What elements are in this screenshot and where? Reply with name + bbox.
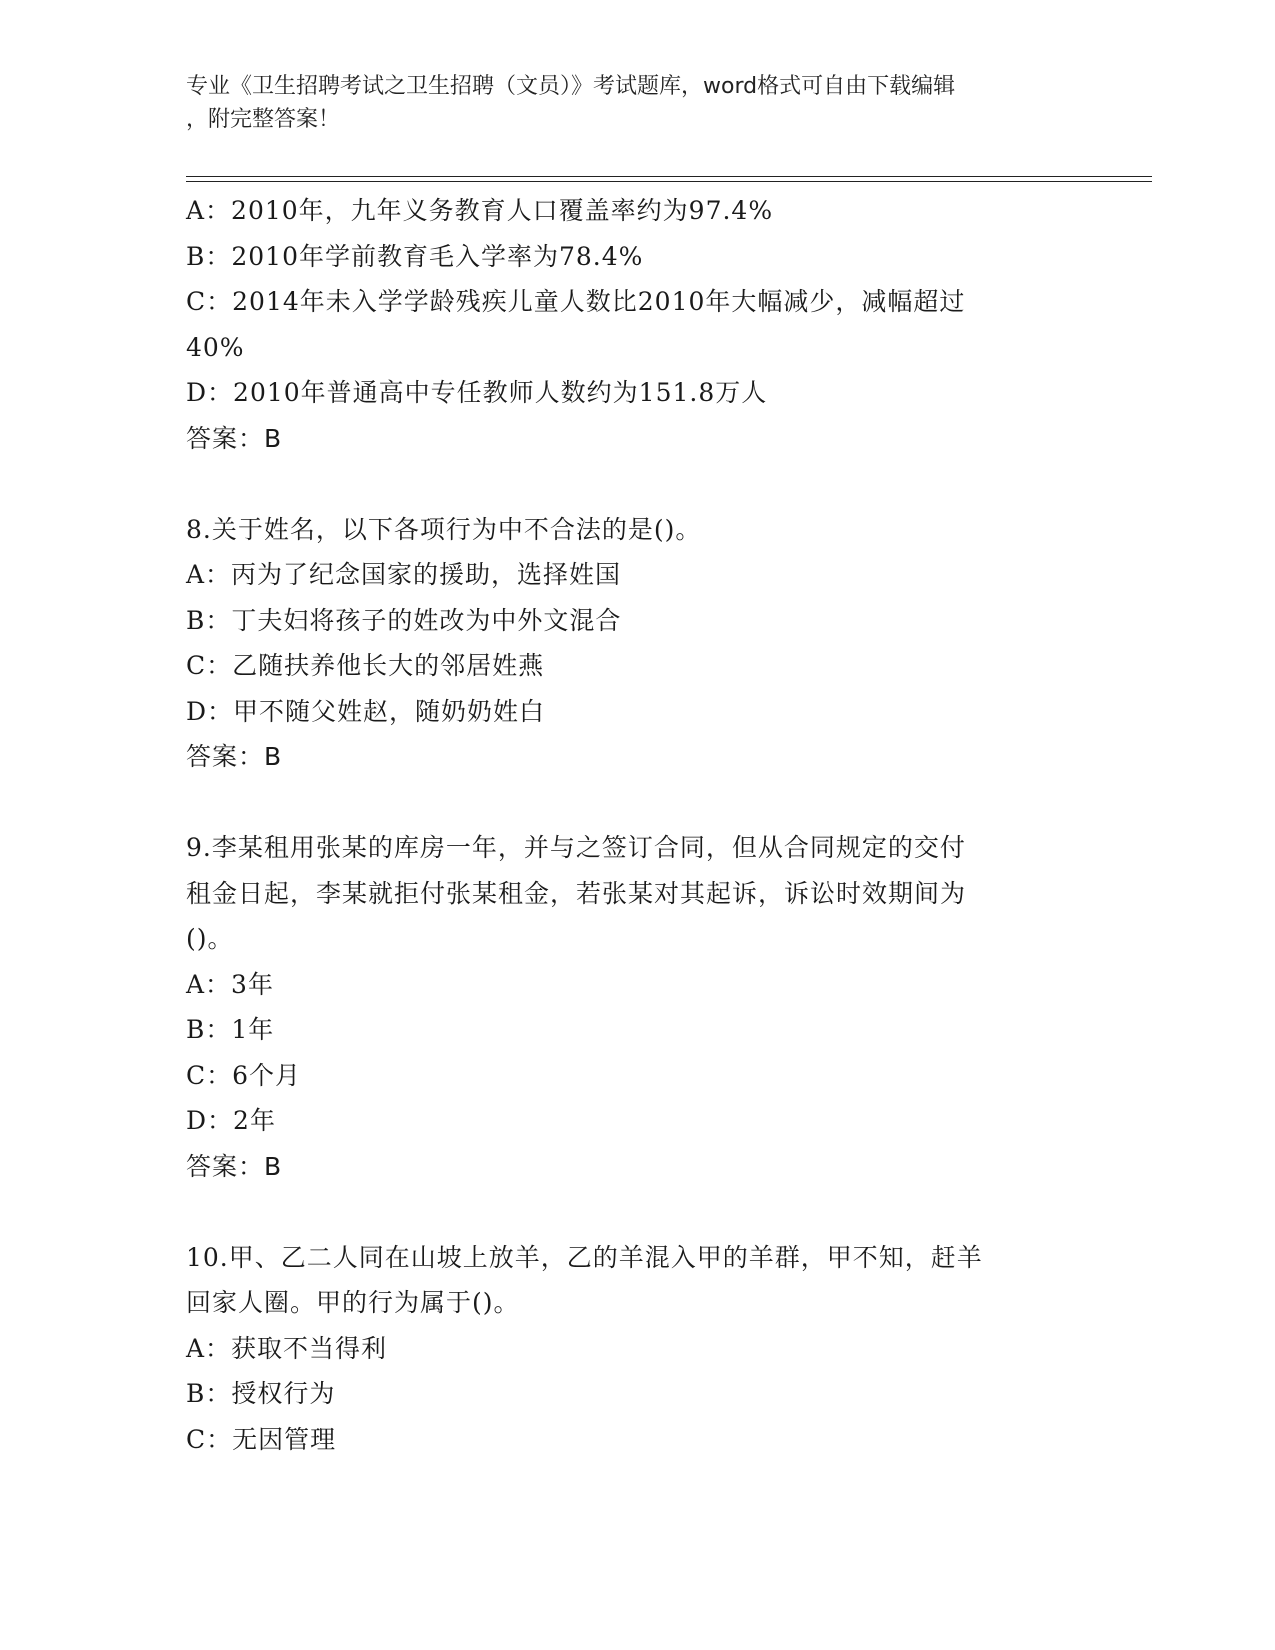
option-c-continued: 40% [186, 332, 245, 362]
option-b: B：1年 [186, 1015, 275, 1044]
header-line-1: 专业《卫生招聘考试之卫生招聘（文员）》考试题库，word格式可自由下载编辑 [186, 74, 956, 99]
option-b: B：丁夫妇将孩子的姓改为中外文混合 [186, 605, 622, 635]
spacer [186, 461, 1086, 507]
header-line-2: ，附完整答案！ [186, 107, 341, 132]
document-body [186, 188, 1086, 1462]
document-header [186, 70, 1086, 136]
answer-line: 答案：B [186, 1151, 283, 1181]
option-d: D：2年 [186, 1106, 276, 1135]
option-b: B：2010年学前教育毛入学率为78.4% [186, 241, 644, 271]
option-c: C：无因管理 [186, 1424, 337, 1454]
answer-line: 答案：B [186, 742, 283, 771]
option-c: C：乙随扶养他长大的邻居姓燕 [186, 651, 545, 680]
question-stem-continued: 回家人圈。甲的行为属于()。 [186, 1288, 520, 1317]
question-7 [186, 188, 1086, 461]
option-c: C：6个月 [186, 1060, 302, 1090]
question-stem: 10.甲、乙二人同在山坡上放羊，乙的羊混入甲的羊群，甲不知，赶羊 [186, 1242, 983, 1272]
option-a: A：获取不当得利 [186, 1333, 388, 1363]
option-a: A：丙为了纪念国家的援助，选择姓国 [186, 560, 622, 589]
option-a: A：2010年，九年义务教育人口覆盖率约为97.4% [186, 196, 774, 225]
option-a: A：3年 [186, 969, 274, 999]
header-divider-top [186, 176, 1152, 177]
option-d: D：甲不随父姓赵，随奶奶姓白 [186, 696, 546, 726]
option-b: B：授权行为 [186, 1379, 336, 1408]
answer-line: 答案：B [186, 423, 283, 453]
question-stem-continued: 租金日起，李某就拒付张某租金，若张某对其起诉，诉讼时效期间为 [186, 878, 967, 908]
option-c: C：2014年未入学学龄残疾儿童人数比2010年大幅减少，减幅超过 [186, 287, 966, 316]
question-stem: 8.关于姓名，以下各项行为中不合法的是()。 [186, 514, 702, 544]
question-stem-continued: ()。 [186, 924, 234, 953]
question-10 [186, 1235, 1086, 1463]
option-d: D：2010年普通高中专任教师人数约为151.8万人 [186, 378, 768, 407]
question-9 [186, 825, 1086, 1189]
header-divider-bottom [186, 181, 1152, 182]
question-stem: 9.李某租用张某的库房一年，并与之签订合同，但从合同规定的交付 [186, 833, 966, 862]
spacer [186, 1189, 1086, 1235]
question-8 [186, 507, 1086, 780]
spacer [186, 780, 1086, 826]
